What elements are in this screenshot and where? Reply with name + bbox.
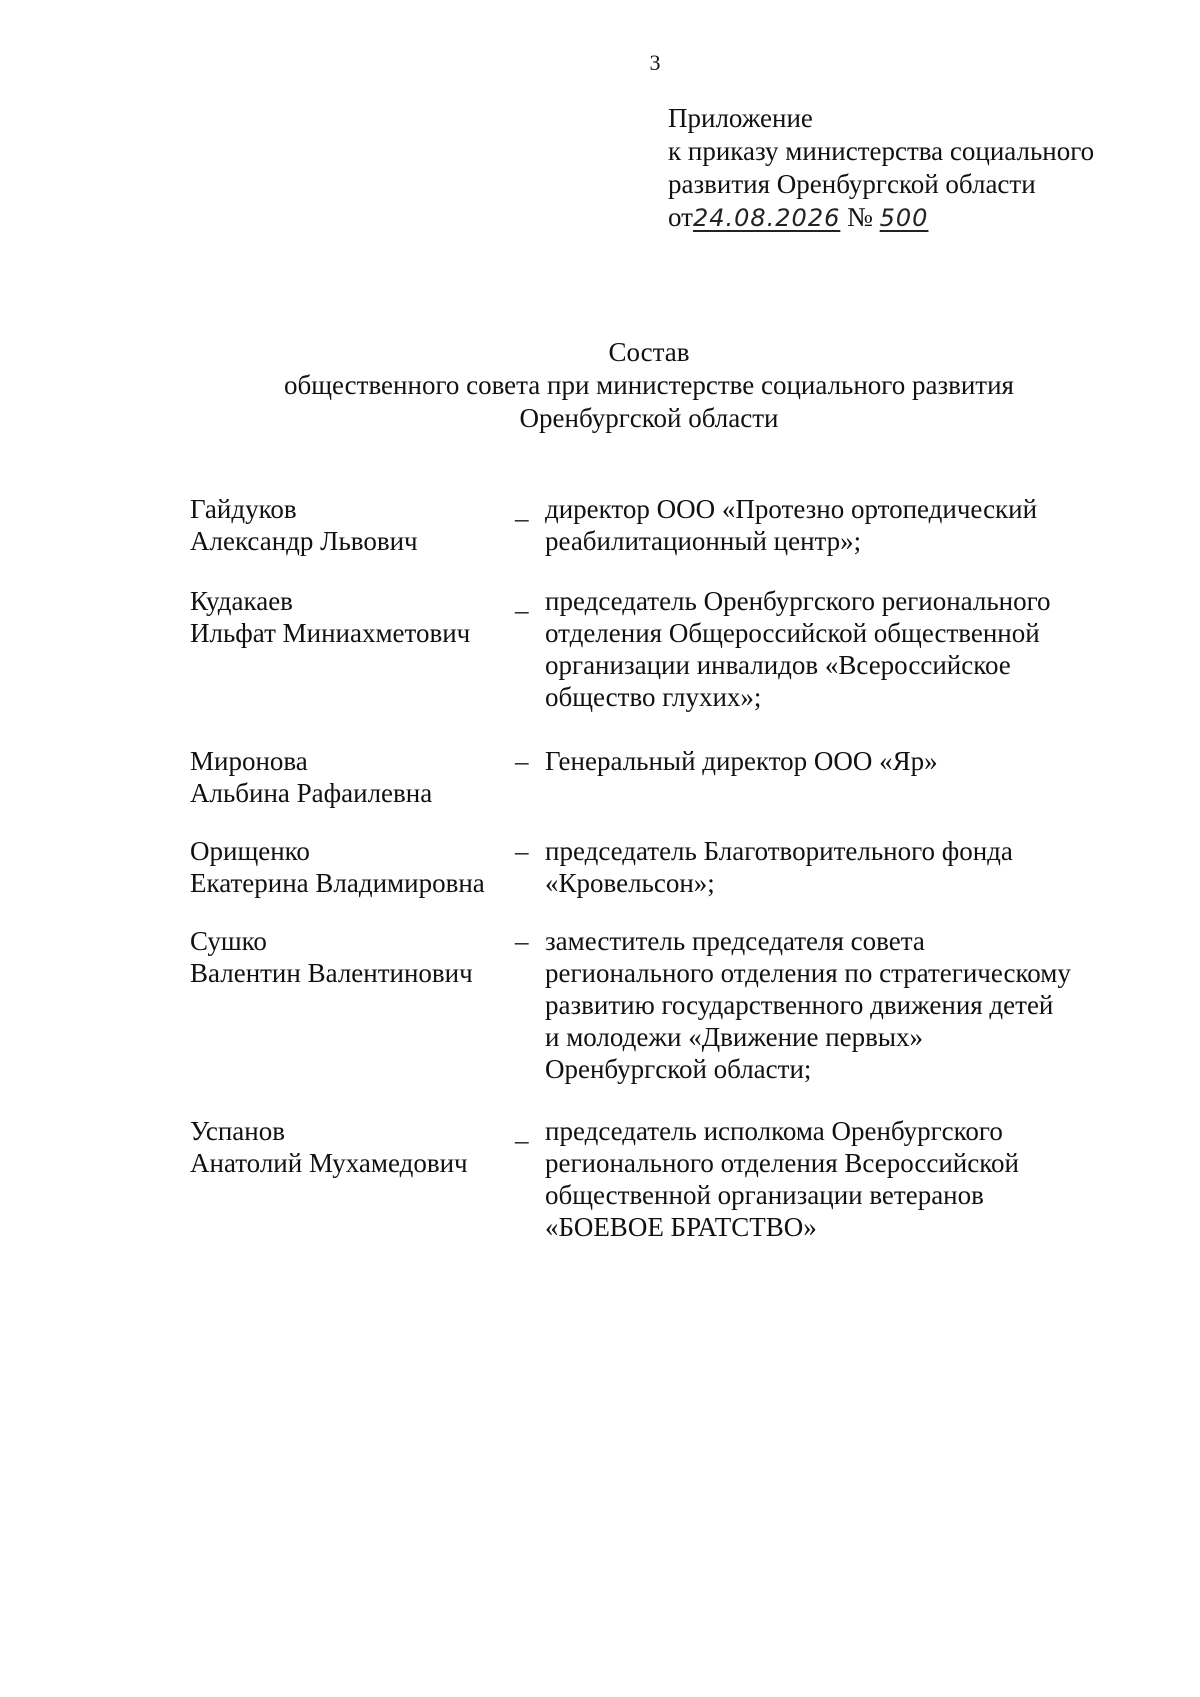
member-dash: _ <box>515 494 529 524</box>
appendix-ministry-line: развития Оренбургской области <box>668 169 1036 199</box>
member-given-name: Екатерина Владимировна <box>190 868 485 898</box>
member-row <box>190 1115 1130 1243</box>
member-name <box>190 745 515 809</box>
member-role-line: и молодежи «Движение первых» <box>545 1022 924 1052</box>
member-surname: Сушко <box>190 926 267 956</box>
member-row <box>190 493 1130 557</box>
title-line-1: Состав <box>608 337 690 367</box>
member-role-line: Генеральный директор ООО «Яр» <box>545 746 938 776</box>
handwritten-number: 500 <box>879 204 929 232</box>
member-role-line: общество глухих»; <box>545 682 762 712</box>
member-given-name: Альбина Рафаилевна <box>190 778 433 808</box>
member-role-line: заместитель председателя совета <box>545 926 925 956</box>
title-line-3: Оренбургской области <box>519 403 779 433</box>
member-role <box>545 585 1130 713</box>
member-role-line: «БОЕВОЕ БРАТСТВО» <box>545 1212 817 1242</box>
member-given-name: Ильфат Миниахметович <box>190 618 471 648</box>
appendix-date-number-line <box>668 201 1094 235</box>
member-row <box>190 745 1130 809</box>
title-line-2: общественного совета при министерстве социального развития <box>284 370 1014 400</box>
member-surname: Кудакаев <box>190 586 293 616</box>
member-role <box>545 493 1130 557</box>
member-role-line: регионального отделения Всероссийской <box>545 1148 1019 1178</box>
members-list <box>190 493 1130 1243</box>
member-role-line: директор ООО «Протезно ортопедический <box>545 494 1038 524</box>
member-surname: Гайдуков <box>190 494 297 524</box>
member-name <box>190 835 515 899</box>
member-role-line: организации инвалидов «Всероссийское <box>545 650 1011 680</box>
member-given-name: Валентин Валентинович <box>190 958 473 988</box>
member-role <box>545 745 1130 809</box>
member-row <box>190 925 1130 1085</box>
member-dash: – <box>515 836 529 866</box>
member-row <box>190 835 1130 899</box>
member-role <box>545 925 1130 1085</box>
member-role <box>545 835 1130 899</box>
member-role-line: регионального отделения по стратегическому <box>545 958 1071 988</box>
number-label: № <box>847 202 873 232</box>
member-dash: _ <box>515 586 529 616</box>
member-role-line: председатель Оренбургского регионального <box>545 586 1051 616</box>
member-given-name: Анатолий Мухамедович <box>190 1148 468 1178</box>
member-name <box>190 493 515 557</box>
appendix-order-line: к приказу министерства социального <box>668 136 1095 166</box>
member-name <box>190 925 515 1085</box>
document-title <box>0 336 1200 435</box>
from-label: от <box>668 202 693 232</box>
member-dash: – <box>515 926 529 956</box>
member-surname: Орищенко <box>190 836 310 866</box>
member-surname: Миронова <box>190 746 308 776</box>
member-role-line: «Кровельсон»; <box>545 868 715 898</box>
member-name <box>190 1115 515 1243</box>
member-name <box>190 585 515 713</box>
member-dash: _ <box>515 1116 529 1146</box>
appendix-title: Приложение <box>668 103 813 133</box>
handwritten-date: 24.08.2026 <box>692 204 841 232</box>
member-role <box>545 1115 1130 1243</box>
member-role-line: развитию государственного движения детей <box>545 990 1054 1020</box>
member-given-name: Александр Львович <box>190 526 418 556</box>
member-role-line: председатель Благотворительного фонда <box>545 836 1013 866</box>
member-role-line: председатель исполкома Оренбургского <box>545 1116 1003 1146</box>
member-dash: – <box>515 746 529 776</box>
member-role-line: отделения Общероссийской общественной <box>545 618 1040 648</box>
member-role-line: Оренбургской области; <box>545 1054 812 1084</box>
member-row <box>190 585 1130 713</box>
member-surname: Успанов <box>190 1116 285 1146</box>
member-role-line: реабилитационный центр»; <box>545 526 862 556</box>
member-role-line: общественной организации ветеранов <box>545 1180 984 1210</box>
page-number: 3 <box>649 50 661 75</box>
appendix-block <box>668 102 1094 235</box>
